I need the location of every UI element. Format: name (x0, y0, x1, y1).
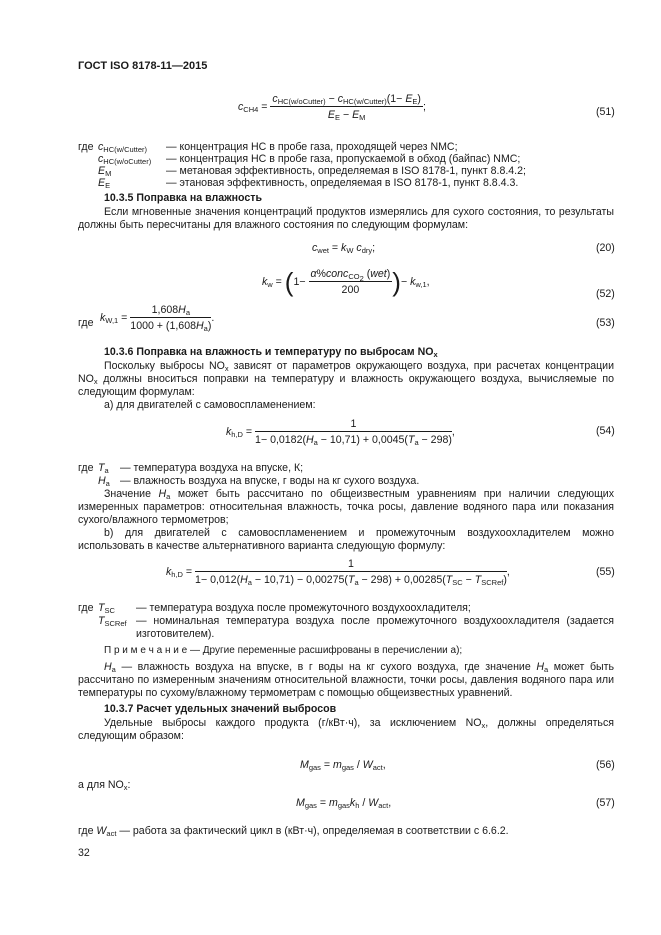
symbol-tsc: $T_{SC}$ (98, 602, 115, 615)
page-number: 32 (78, 847, 90, 859)
document-id: ГОСТ ISO 8178-11—2015 (78, 60, 208, 72)
equation-52: $k_w = (1-$ $\frac{\alpha\%conc_{CO_2} (wet)}{200}$ )− $k_{w,1}$, (262, 267, 430, 297)
equation-number-56: (56) (596, 759, 615, 771)
symbol-e-m: $E_M$ (98, 165, 112, 178)
where-lead-51: где (78, 141, 94, 153)
section-heading-10-3-5: 10.3.5 Поправка на влажность (104, 192, 262, 204)
section-paragraph: Если мгновенные значения концентраций продуктов измерялись для сухого состояния, то результаты должны быть пересчитаны для влажного состояния по следующим формулам: (78, 206, 614, 231)
where-item: — метановая эффективность, определяемая в ISO 8178-1, пункт 8.8.4.2; (166, 165, 526, 177)
section-heading-10-3-7: 10.3.7 Расчет удельных значений выбросов (104, 703, 337, 715)
where-57: где $W_{act}$ — работа за фактический цикл в (кВт·ч), определяемая в соответствии с 6.6.2. (78, 825, 509, 838)
where-item: — температура воздуха после промежуточного воздухоохладителя; (136, 602, 471, 614)
equation-51: $c_{CH4}$ = $\frac{c_{HC(w/oCutter)} - c_{HC(w/Cutter)}(1- E_E)}{E_E - E_M}$ ; (238, 93, 426, 122)
equation-54: $k_{h,D}$ = $\frac{1}{1- 0,0182(H_a - 10,71) + 0,0045(T_a - 298)}$ , (226, 418, 455, 447)
symbol-ta: $T_a$ (98, 462, 109, 475)
equation-53: $k_{W,1}$ = $\frac{1,608H_a}{1000 + (1,608H_a)}$ . (100, 304, 215, 333)
list-item-a: а) для двигателей с самовоспламенением: (104, 399, 316, 411)
section-paragraph: Поскольку выбросы $NO_x$ зависят от параметров окружающего воздуха, при расчетах концентрации $NO_x$ должны вноситься поправки на температуру и влажность окружающего воздуха, вычисляемые по следующим формулам: (78, 360, 615, 398)
symbol-c-hc-w-cutter: $c_{HC(w/Cutter)}$ (98, 141, 148, 154)
where-item: — температура воздуха на впуске, К; (120, 462, 304, 474)
where-lead-55: где (78, 602, 94, 614)
where-item: — концентрация НС в пробе газа, пропускаемой в обход (байпас) NMC; (166, 153, 521, 165)
nox-line: а для $NO_x$: (78, 779, 131, 792)
where-item: — этановая эффективность, определяемая в ISO 8178-1, пункт 8.8.4.3. (166, 177, 519, 189)
ha-definition-paragraph: $H_a$ — влажность воздуха на впуске, в г воды на кг сухого воздуха, где значение $H_a$ может быть рассчитано по измеренным значениям относительной влажности, точки росы, давления водяного пара или температуры по сухому/влажному термометрам с помощью общеизвестных уравнений. (78, 661, 614, 699)
equation-number-20: (20) (596, 242, 615, 254)
equation-56: $M_{gas} = m_{gas} / W_{act}$, (300, 759, 386, 772)
equation-55: $k_{h,D}$ = 1 $1- 0,012(H_a - 10,71) - 0,00275(T_a - 298) + 0,00285(T_{SC} - T_{SCRef})$ , (166, 558, 510, 587)
where-lead-53: где (78, 317, 94, 329)
where-lead-54: где (78, 462, 94, 474)
section-heading-10-3-6: 10.3.6 Поправка на влажность и температуру по выбросам $NO_x$ (104, 346, 438, 359)
symbol-tscref: $T_{SCRef}$ (98, 615, 127, 628)
symbol-e-e: $E_E$ (98, 177, 111, 190)
section-paragraph: Удельные выбросы каждого продукта (г/кВт·ч), за исключением $NO_x$, должны определяться следующим образом: (78, 717, 614, 742)
equation-number-51: (51) (596, 106, 615, 118)
where-item: — концентрация НС в пробе газа, проходящей через NMC; (166, 141, 458, 153)
equation-number-54: (54) (596, 425, 615, 437)
note: П р и м е ч а н и е — Другие переменные расшифрованы в перечислении а); (104, 645, 463, 656)
equation-number-55: (55) (596, 566, 615, 578)
equation-number-53: (53) (596, 317, 615, 329)
symbol-c-hc-wo-cutter: $c_{HC(w/oCutter)}$ (98, 153, 152, 166)
list-item-b: b) для двигателей с самовоспламенением и промежуточным воздухоохладителем можно использовать в качестве альтернативного варианта следующую формулу: (78, 527, 614, 552)
equation-number-57: (57) (596, 797, 615, 809)
where-item: — влажность воздуха на впуске, г воды на кг сухого воздуха. (120, 475, 420, 487)
equation-number-52: (52) (596, 288, 615, 300)
equation-20: $c_{wet} = k_W$ $c_{dry}$; (312, 242, 376, 255)
value-ha-paragraph: Значение $H_a$ может быть рассчитано по общеизвестным уравнениям при наличии следующих измеренных параметров: относительная влажность, точка росы, давление водяного пара или показания сухого/влажного термометров; (78, 488, 615, 526)
equation-57: $M_{gas} = m_{gas}k_h / W_{act}$, (296, 797, 392, 810)
where-item: — номинальная температура воздуха после промежуточного воздухоохладителя (задается изготовителем). (136, 615, 614, 640)
symbol-ha: $H_a$ (98, 475, 110, 488)
